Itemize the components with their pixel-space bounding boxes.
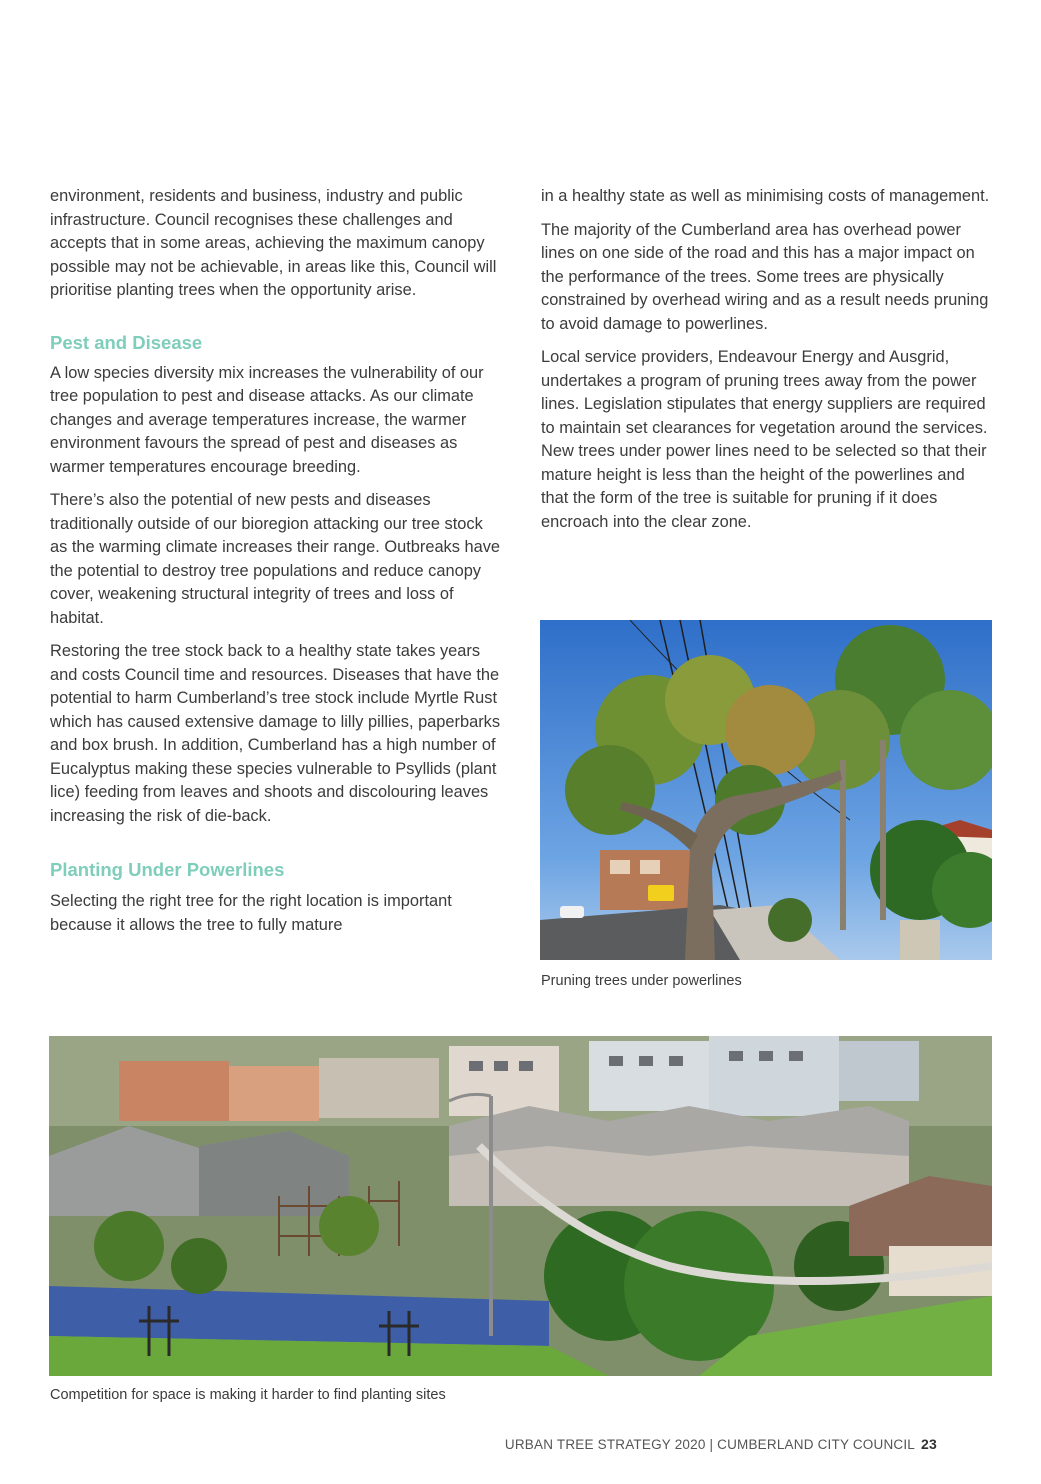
left-column xyxy=(50,185,502,947)
right-paragraph-3: Local service providers, Endeavour Energy and Ausgrid, undertakes a program of pruning trees away from the power lines. Legislation stipulates that energy suppliers are required to maintain set clearances for vegetation around the services. New trees under power lines need to be selected so that their mature height is less than the height of the powerlines and that the form of the tree is suitable for pruning if it does encroach into the clear zone. xyxy=(541,348,988,531)
pest-and-disease-heading: Pest and Disease xyxy=(50,331,203,353)
housing-development-photo xyxy=(49,1036,992,1376)
planting-under-powerlines-heading: Planting Under Powerlines xyxy=(50,859,285,880)
pruned-tree-photo xyxy=(540,620,992,960)
page-footer xyxy=(505,1436,937,1452)
pruned-tree-photo-caption: Pruning trees under powerlines xyxy=(541,973,742,989)
footer-title: URBAN TREE STRATEGY 2020 | CUMBERLAND CITY COUNCIL xyxy=(504,1437,916,1452)
right-paragraph-1: in a healthy state as well as minimising costs of management. xyxy=(541,187,990,205)
right-paragraph-2: The majority of the Cumberland area has overhead power lines on one side of the road and this has a major impact on the performance of the trees. Some trees are physically constrained by overhead wiring and as a result needs pruning to avoid damage to powerlines. xyxy=(541,220,989,333)
pest-paragraph-2: There’s also the potential of new pests and diseases traditionally outside of our bioregion attacking our tree stock as the warming climate increases their range. Outbreaks have the potential to destroy tree populations and reduce canopy cover, weakening structural integrity of trees and loss of habitat. xyxy=(50,491,501,627)
pest-paragraph-3: Restoring the tree stock back to a healthy state takes years and costs Council time and resources. Diseases that have the potential to harm Cumberland’s tree stock include Myrtle Rust which has caused extensive damage to lilly pillies, paperbarks and box brush. In addition, Cumberland has a high number of Eucalyptus making these species vulnerable to Psyllids (plant lice) feeding from leaves and shoots and discolouring leaves increasing the risk of die-back. xyxy=(50,642,501,825)
page-number: 23 xyxy=(921,1436,937,1452)
intro-paragraph: environment, residents and business, industry and public infrastructure. Council recognises these challenges and accepts that in some areas, achieving the maximum canopy possible may not be achievable, in areas like this, Council will prioritise planting trees when the opportunity arise. xyxy=(50,187,497,299)
right-column xyxy=(541,185,993,544)
pest-paragraph-1: A low species diversity mix increases the vulnerability of our tree population to pest and disease attacks. As our climate changes and average temperatures increase, the warmer environment favours the spread of pest and diseases as warmer temperatures encourage breeding. xyxy=(50,363,484,476)
planting-paragraph: Selecting the right tree for the right location is important because it allows the tree to fully mature xyxy=(50,892,452,934)
housing-photo-caption: Competition for space is making it harder to find planting sites xyxy=(50,1387,446,1403)
